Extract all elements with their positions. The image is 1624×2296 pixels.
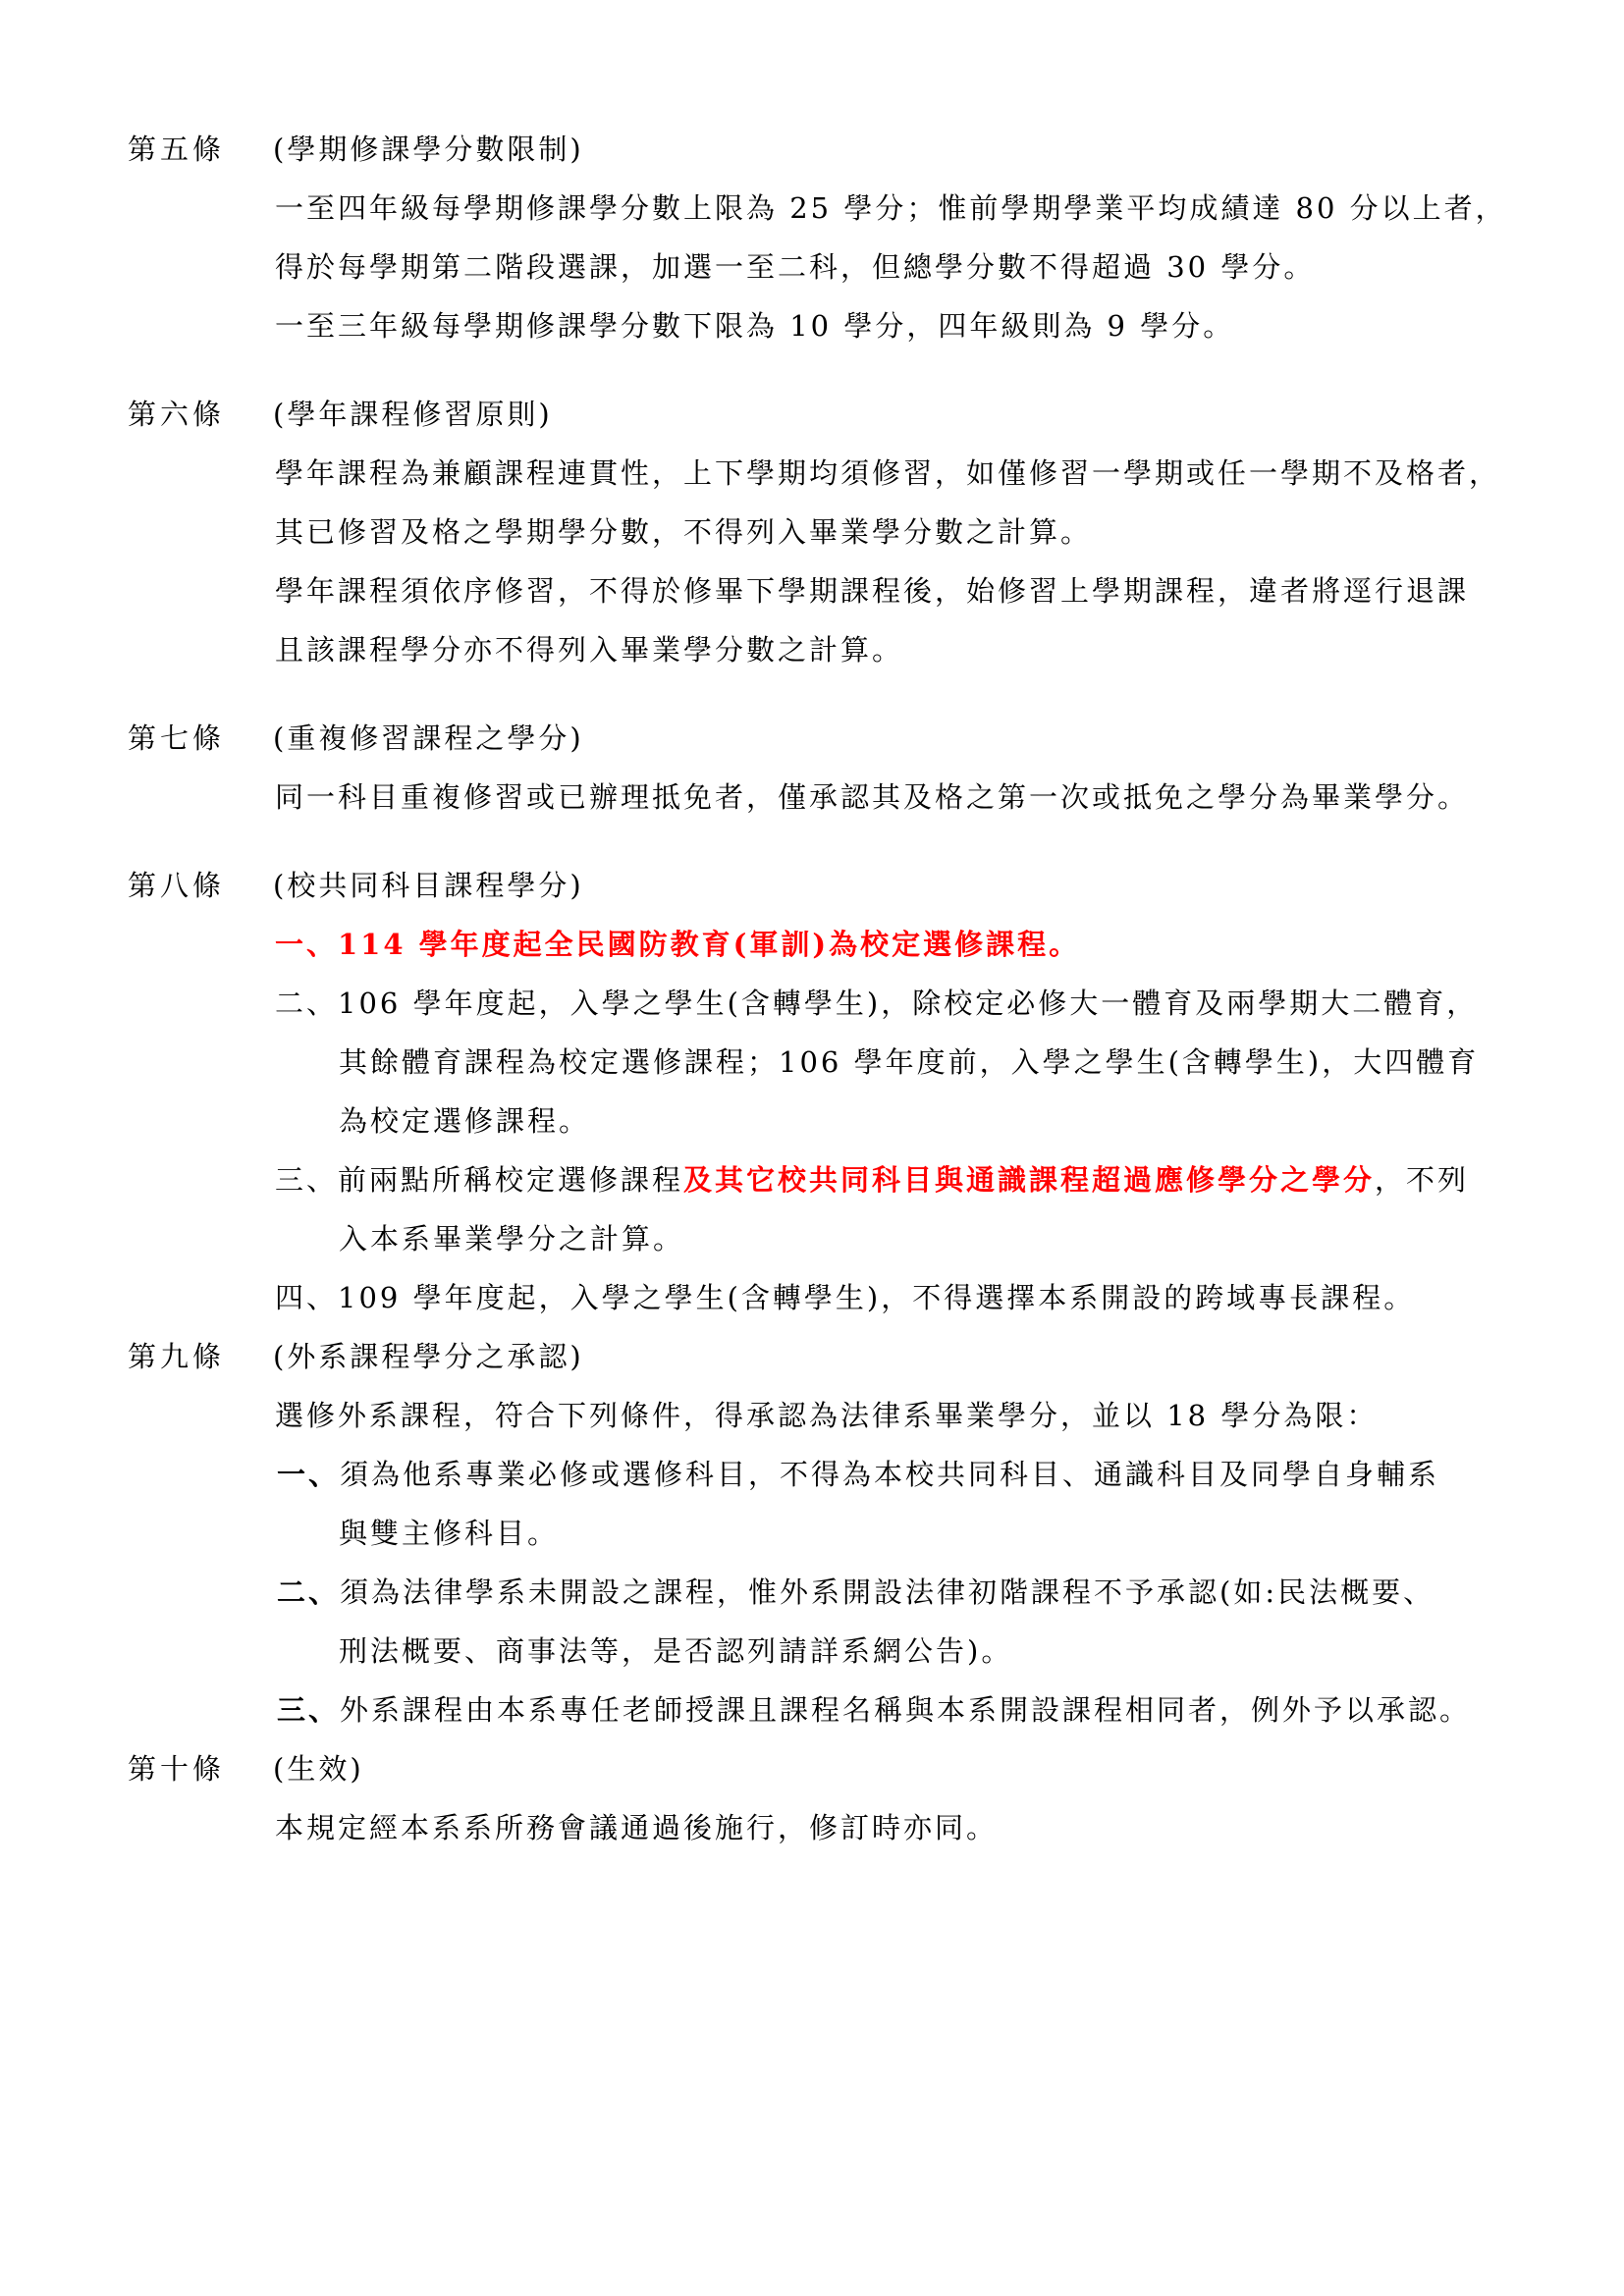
- article-7-number: 第七條: [128, 721, 226, 755]
- article-10-title: (生效): [273, 1752, 364, 1786]
- article-8-item-4: 四、109 學年度起，入學之學生(含轉學生)，不得選擇本系開設的跨域專長課程。: [275, 1281, 1416, 1314]
- article-9-item-1-line-2: 與雙主修科目。: [339, 1517, 560, 1550]
- article-5-number: 第五條: [128, 133, 226, 166]
- article-8-number: 第八條: [128, 869, 226, 902]
- article-7-line-1: 同一科目重複修習或已辦理抵免者，僅承認其及格之第一次或抵免之學分為畢業學分。: [275, 780, 1470, 814]
- article-6-line-3: 學年課程須依序修習，不得於修畢下學期課程後，始修習上學期課程，違者將逕行退課: [275, 574, 1470, 608]
- article-8-item-3-line-2: 入本系畢業學分之計算。: [339, 1222, 685, 1255]
- article-9-item-1-number: 一、: [277, 1458, 341, 1491]
- article-8-title: (校共同科目課程學分): [273, 869, 584, 902]
- article-7-title: (重複修習課程之學分): [273, 721, 584, 755]
- article-8-item-2-line-1: 二、106 學年度起，入學之學生(含轉學生)，除校定必修大一體育及兩學期大二體育，: [275, 987, 1479, 1020]
- article-9-item-3-text: 外系課程由本系專任老師授課且課程名稱與本系開設課程相同者，例外予以承認。: [340, 1693, 1472, 1727]
- article-8-item-1: 一、114 學年度起全民國防教育(軍訓)為校定選修課程。: [275, 928, 1081, 961]
- article-9-title: (外系課程學分之承認): [273, 1340, 584, 1373]
- article-9-intro: 選修外系課程，符合下列條件，得承認為法律系畢業學分，並以 18 學分為限：: [275, 1399, 1379, 1432]
- article-6-line-4: 且該課程學分亦不得列入畢業學分數之計算。: [275, 633, 904, 667]
- article-10-line-1: 本規定經本系系所務會議通過後施行，修訂時亦同。: [275, 1811, 999, 1844]
- article-9-item-3-number: 三、: [277, 1693, 341, 1727]
- article-10-number: 第十條: [128, 1752, 226, 1786]
- article-8-item-2-line-3: 為校定選修課程。: [339, 1104, 591, 1138]
- article-6-number: 第六條: [128, 398, 226, 431]
- article-9-item-1-text: 須為他系專業必修或選修科目，不得為本校共同科目、通識科目及同學自身輔系: [340, 1458, 1440, 1491]
- article-6-line-2: 其已修習及格之學期學分數，不得列入畢業學分數之計算。: [275, 515, 1093, 549]
- article-8-item-3-line-1: [275, 1160, 1469, 1200]
- article-9-item-2-number: 二、: [277, 1575, 341, 1609]
- article-9-number: 第九條: [128, 1340, 226, 1373]
- article-5-line-3: 一至三年級每學期修課學分數下限為 10 學分，四年級則為 9 學分。: [275, 309, 1235, 343]
- article-5-line-2: 得於每學期第二階段選課，加選一至二科，但總學分數不得超過 30 學分。: [275, 250, 1316, 284]
- article-9-item-3: [277, 1690, 1471, 1730]
- article-9-item-1-line-1: [277, 1455, 1439, 1494]
- article-6-title: (學年課程修習原則): [273, 398, 553, 431]
- article-8-item-3-emphasis: 及其它校共同科目與通識課程超過應修學分之學分: [683, 1163, 1376, 1197]
- article-9-item-2-line-2: 刑法概要、商事法等，是否認列請詳系網公告)。: [339, 1634, 1013, 1668]
- article-8-item-3-suffix: ，不列: [1375, 1163, 1470, 1197]
- article-5-title: (學期修課學分數限制): [273, 133, 584, 166]
- article-8-item-2-line-2: 其餘體育課程為校定選修課程；106 學年度前，入學之學生(含轉學生)，大四體育: [339, 1045, 1480, 1079]
- article-5-line-1: 一至四年級每學期修課學分數上限為 25 學分；惟前學期學業平均成績達 80 分以上者，: [275, 191, 1507, 225]
- article-6-line-1: 學年課程為兼顧課程連貫性，上下學期均須修習，如僅修習一學期或任一學期不及格者，: [275, 456, 1501, 490]
- article-8-item-3-prefix: 三、前兩點所稱校定選修課程: [275, 1163, 684, 1197]
- article-9-item-2-line-1: [277, 1573, 1435, 1612]
- article-9-item-2-text: 須為法律學系未開設之課程，惟外系開設法律初階課程不予承認(如:民法概要、: [340, 1575, 1435, 1609]
